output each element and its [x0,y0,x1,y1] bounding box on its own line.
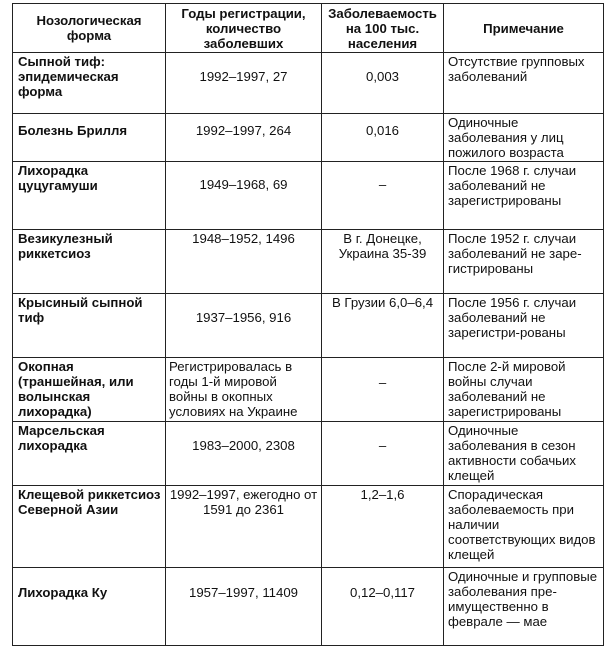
row-form [13,114,166,162]
row-form: Окопная (траншейная, или волынская лихорадка) [13,358,166,422]
table-row [13,230,604,294]
rickettsiosis-table [12,3,604,646]
row-form: Крысиный сыпной тиф [13,294,166,358]
row-note: Одиночные и групповые заболевания пре-имущественно в феврале — мае [444,568,604,646]
row-years-text: 1957–1997, 11409 [188,585,299,600]
header-incidence: Заболеваемость на 100 тыс. населения [322,4,444,53]
row-incidence [322,53,444,114]
row-form-text: Лихорадка Ку [18,585,108,600]
row-incidence [322,568,444,646]
row-note: Одиночные заболевания в сезон активности собачьих клещей [444,422,604,486]
row-note: После 1968 г. случаи заболеваний не зарегистрированы [444,162,604,230]
row-incidence [322,162,444,230]
row-incidence [322,358,444,422]
row-years [166,162,322,230]
row-incidence: В Грузии 6,0–6,4 [322,294,444,358]
row-note: Одиночные заболевания у лиц пожилого возраста [444,114,604,162]
table-row [13,568,604,646]
row-form: Марсельская лихорадка [13,422,166,486]
row-form: Лихорадка цуцугамуши [13,162,166,230]
row-incidence-text: 0,12–0,117 [349,585,416,600]
row-years-text: 1949–1968, 69 [199,177,288,192]
table-row [13,162,604,230]
row-years-text: 1992–1997, 264 [195,123,292,138]
row-years-text: 1937–1956, 916 [195,310,292,325]
row-incidence-text: – [378,375,387,390]
table-row [13,294,604,358]
row-years: Регистрировалась в годы 1-й мировой войны в окопных условиях на Украине [166,358,322,422]
row-form: Клещевой риккетсиоз Северной Азии [13,486,166,568]
row-years: 1992–1997, ежегодно от 1591 до 2361 [166,486,322,568]
row-incidence-text: – [378,438,387,453]
row-incidence-text: – [378,177,387,192]
row-years [166,294,322,358]
row-form [13,568,166,646]
header-note: Примечание [444,4,604,53]
row-note: После 1952 г. случаи заболеваний не заре-гистрированы [444,230,604,294]
row-incidence-text: 0,016 [365,123,399,138]
header-years: Годы регистрации, количество заболевших [166,4,322,53]
header-form: Нозологическая форма [13,4,166,53]
row-years: 1948–1952, 1496 [166,230,322,294]
row-years [166,114,322,162]
row-form: Везикулезный риккетсиоз [13,230,166,294]
table-row [13,53,604,114]
row-incidence [322,422,444,486]
table-row [13,422,604,486]
table-row [13,358,604,422]
row-years [166,568,322,646]
row-note: Спорадическая заболеваемость при наличии соответствующих видов клещей [444,486,604,568]
row-years-text: 1992–1997, 27 [199,69,288,84]
row-form-text: Болезнь Брилля [18,123,128,138]
row-incidence-text: 0,003 [365,69,399,84]
row-years-text: 1983–2000, 2308 [192,438,295,453]
row-incidence: 1,2–1,6 [322,486,444,568]
row-note: Отсутствие групповых заболеваний [444,53,604,114]
row-note: После 2-й мировой войны случаи заболеваний не зарегистрированы [444,358,604,422]
row-form: Сыпной тиф: эпидемическая форма [13,53,166,114]
table-row [13,486,604,568]
row-note: После 1956 г. случаи заболеваний не зарегистри-рованы [444,294,604,358]
row-incidence: В г. Донецке, Украина 35-39 [322,230,444,294]
row-years [166,422,322,486]
row-incidence [322,114,444,162]
header-row [13,4,604,53]
table-row [13,114,604,162]
row-years [166,53,322,114]
